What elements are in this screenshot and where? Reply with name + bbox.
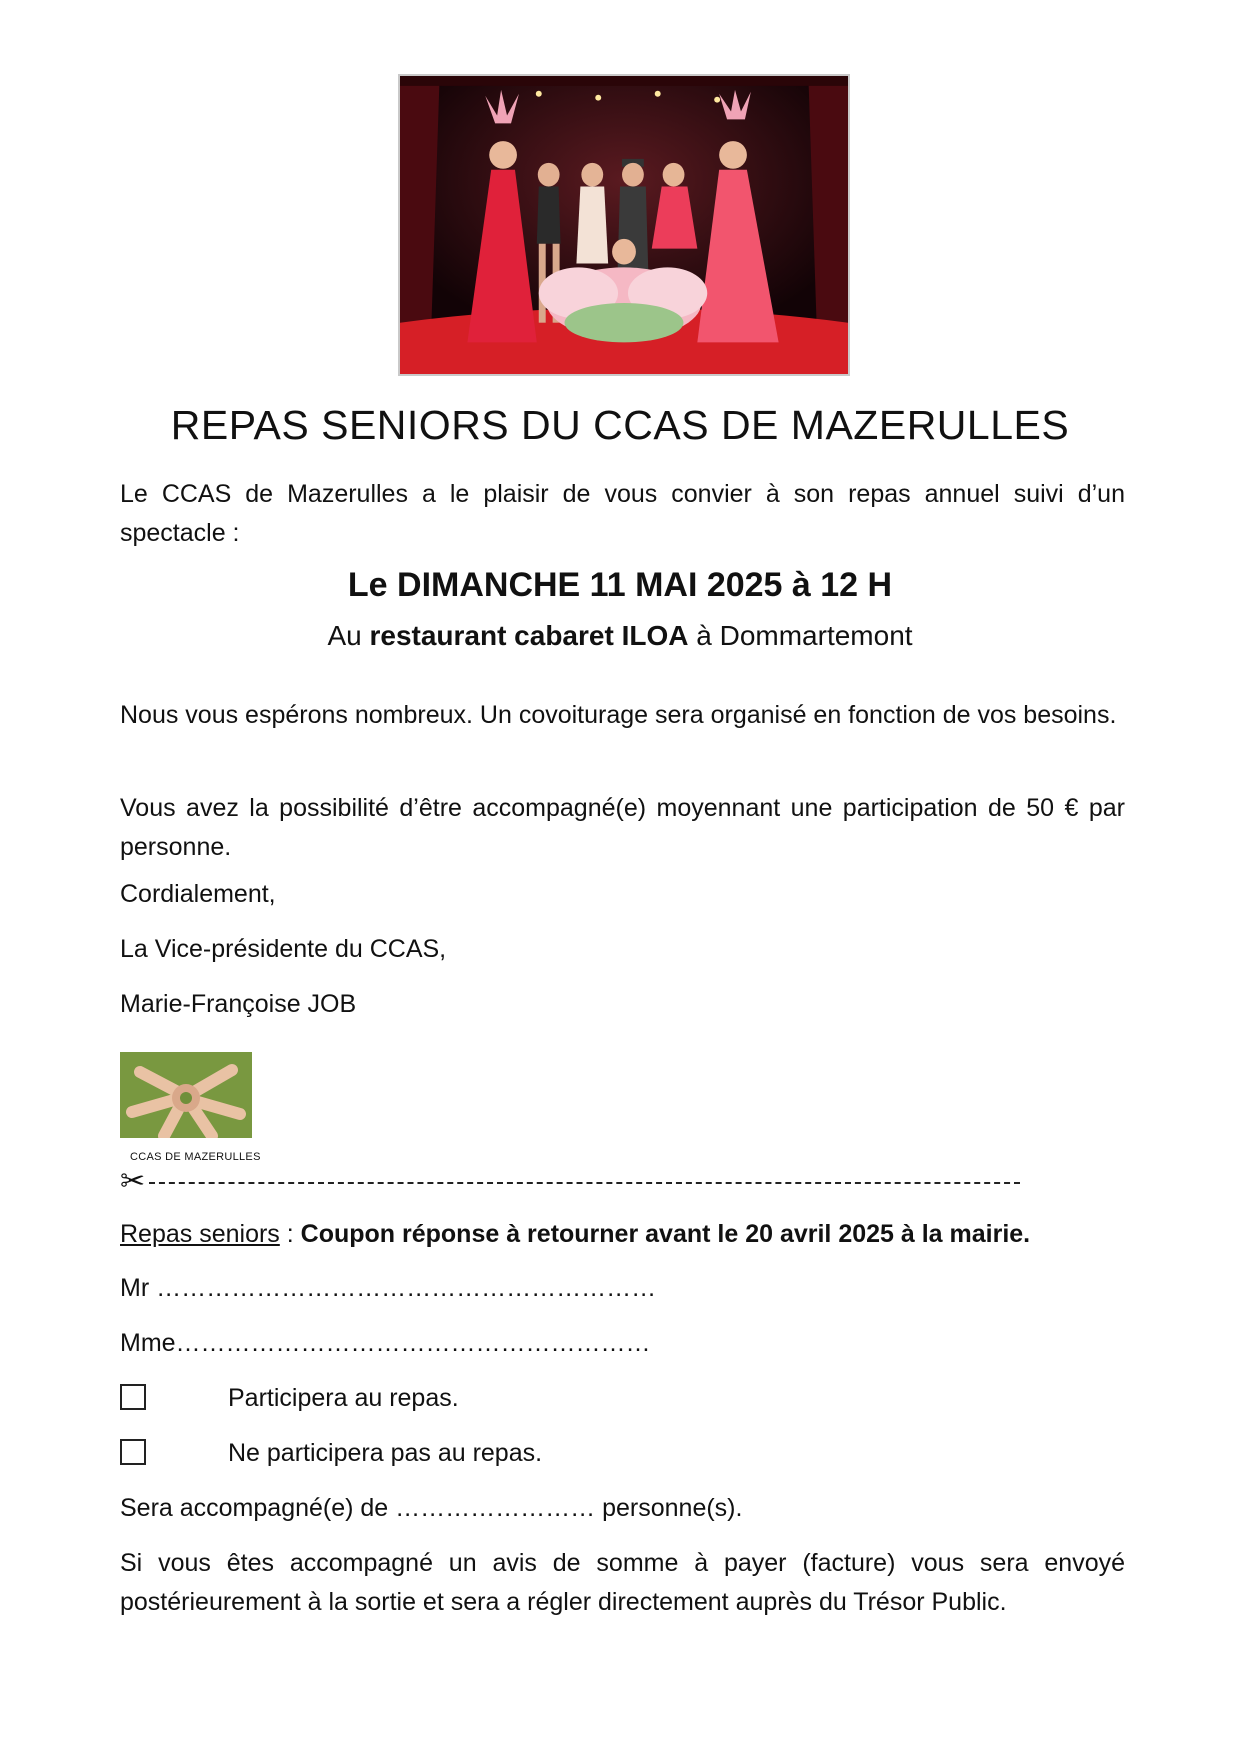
page-title: REPAS SENIORS DU CCAS DE MAZERULLES <box>170 402 1070 448</box>
companions-field[interactable]: Sera accompagné(e) de …………………… personne(s). <box>120 1494 743 1522</box>
ccas-logo <box>120 1052 252 1138</box>
intro-paragraph: Le CCAS de Mazerulles a le plaisir de vous convier à son repas annuel suivi d’un spectacle : <box>120 480 1125 547</box>
coupon-separator: : <box>279 1220 301 1248</box>
scissors-icon: ✂ <box>120 1165 146 1198</box>
venue-prefix: Au <box>327 620 362 651</box>
event-venue <box>0 620 1240 652</box>
venue-suffix: à Dommartemont <box>696 620 913 651</box>
dashed-divider <box>149 1182 1020 1184</box>
venue-name: restaurant cabaret ILOA <box>369 620 689 651</box>
mr-field[interactable]: Mr …………………………………………………… <box>120 1274 657 1302</box>
event-date: Le DIMANCHE 11 MAI 2025 à 12 H <box>347 566 893 604</box>
cabaret-show-photo <box>398 74 850 376</box>
carpool-paragraph: Nous vous espérons nombreux. Un covoiturage sera organisé en fonction de vos besoins. <box>120 701 1117 729</box>
participate-label: Participera au repas. <box>228 1384 459 1412</box>
mme-field[interactable]: Mme………………………………………………… <box>120 1329 651 1357</box>
signatory-name: Marie-Françoise JOB <box>120 990 357 1018</box>
closing-text: Cordialement, <box>120 880 276 908</box>
logo-caption: CCAS DE MAZERULLES <box>130 1151 261 1163</box>
invoice-note: Si vous êtes accompagné un avis de somme à payer (facture) vous sera envoyé postérieurement à la sortie et sera a régler directement auprès du Trésor Public. <box>120 1549 1125 1616</box>
cut-line <box>120 1164 1020 1200</box>
coupon-instructions: Coupon réponse à retourner avant le 20 avril 2025 à la mairie. <box>300 1220 1031 1248</box>
signatory-role: La Vice-présidente du CCAS, <box>120 935 447 963</box>
not-participate-checkbox[interactable] <box>120 1439 146 1465</box>
companion-paragraph: Vous avez la possibilité d’être accompagné(e) moyennant une participation de 50 € par personne. <box>120 794 1125 861</box>
coupon-header <box>120 1220 1030 1249</box>
not-participate-label: Ne participera pas au repas. <box>228 1439 543 1467</box>
participate-checkbox[interactable] <box>120 1384 146 1410</box>
coupon-label: Repas seniors <box>120 1220 280 1248</box>
